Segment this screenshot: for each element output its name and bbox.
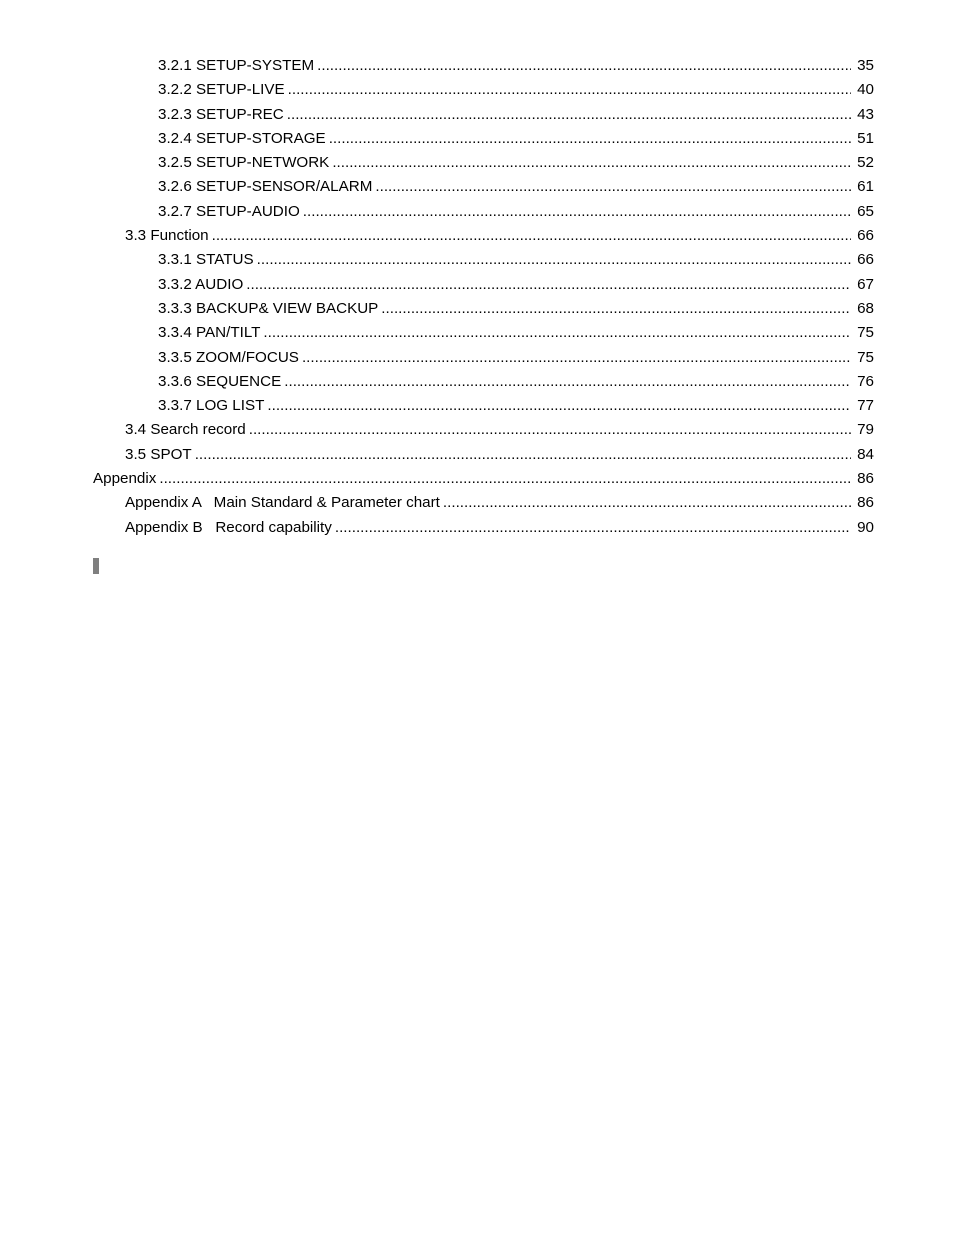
toc-entry-label: 3.2.6 SETUP-SENSOR/ALARM	[158, 178, 373, 196]
toc-dot-leader	[288, 78, 851, 102]
table-of-contents	[0, 54, 954, 540]
toc-entry-label: 3.2.3 SETUP-REC	[158, 105, 284, 123]
toc-page-number: 75	[857, 324, 874, 342]
toc-entry[interactable]	[0, 248, 954, 272]
toc-dot-leader	[332, 151, 851, 175]
toc-dot-leader	[212, 224, 851, 248]
text-cursor-mark	[93, 558, 99, 574]
toc-page-number: 52	[857, 154, 874, 172]
toc-entry[interactable]	[0, 394, 954, 418]
toc-dot-leader	[443, 491, 851, 515]
toc-dot-leader	[375, 175, 851, 199]
toc-entry[interactable]	[0, 224, 954, 248]
toc-dot-leader	[267, 394, 851, 418]
toc-entry[interactable]	[0, 443, 954, 467]
toc-entry-label: 3.2.5 SETUP-NETWORK	[158, 154, 330, 172]
toc-entry-label: 3.3.4 PAN/TILT	[158, 324, 261, 342]
toc-entry[interactable]	[0, 200, 954, 224]
toc-dot-leader	[329, 127, 851, 151]
toc-entry-label: 3.5 SPOT	[125, 445, 192, 463]
toc-entry[interactable]	[0, 467, 954, 491]
toc-dot-leader	[317, 54, 851, 78]
toc-page-number: 43	[857, 105, 874, 123]
toc-entry-label: Appendix A Main Standard & Parameter chart	[125, 494, 440, 512]
toc-entry-label: 3.2.1 SETUP-SYSTEM	[158, 57, 315, 74]
toc-entry-label: 3.3.6 SEQUENCE	[158, 372, 282, 390]
toc-entry-label: 3.2.4 SETUP-STORAGE	[158, 129, 326, 147]
toc-dot-leader	[335, 516, 851, 540]
toc-entry-label: Appendix	[93, 470, 157, 488]
toc-entry-label: 3.4 Search record	[125, 421, 246, 439]
toc-page-number: 51	[857, 129, 874, 147]
toc-page-number: 90	[857, 518, 874, 536]
toc-page-number: 66	[857, 227, 874, 245]
toc-entry[interactable]	[0, 103, 954, 127]
toc-entry[interactable]	[0, 151, 954, 175]
toc-entry[interactable]	[0, 346, 954, 370]
toc-page-number: 40	[857, 81, 874, 99]
toc-entry-label: 3.3.1 STATUS	[158, 251, 254, 269]
toc-entry-label: 3.3 Function	[125, 227, 209, 245]
toc-entry[interactable]	[0, 175, 954, 199]
toc-dot-leader	[249, 418, 851, 442]
toc-page-number: 84	[857, 445, 874, 463]
toc-page-number: 61	[857, 178, 874, 196]
toc-entry[interactable]	[0, 78, 954, 102]
toc-page-number: 79	[857, 421, 874, 439]
toc-dot-leader	[159, 467, 851, 491]
toc-entry-label: 3.2.2 SETUP-LIVE	[158, 81, 285, 99]
toc-page-number: 67	[857, 275, 874, 293]
toc-entry-label: 3.3.3 BACKUP& VIEW BACKUP	[158, 299, 379, 317]
toc-entry[interactable]	[0, 418, 954, 442]
toc-entry[interactable]	[0, 516, 954, 540]
toc-dot-leader	[284, 370, 851, 394]
toc-page-number: 68	[857, 299, 874, 317]
toc-dot-leader	[246, 273, 851, 297]
toc-entry[interactable]	[0, 273, 954, 297]
toc-page-number: 77	[857, 397, 874, 415]
toc-page-number: 65	[857, 202, 874, 220]
toc-entry[interactable]	[0, 54, 954, 78]
toc-page-number: 86	[857, 470, 874, 488]
toc-dot-leader	[257, 248, 851, 272]
toc-dot-leader	[381, 297, 851, 321]
toc-entry[interactable]	[0, 491, 954, 515]
toc-entry[interactable]	[0, 370, 954, 394]
toc-page-number: 86	[857, 494, 874, 512]
toc-entry[interactable]	[0, 127, 954, 151]
toc-dot-leader	[303, 200, 851, 224]
toc-entry-label: 3.3.7 LOG LIST	[158, 397, 265, 415]
toc-dot-leader	[287, 103, 851, 127]
toc-entry[interactable]	[0, 297, 954, 321]
toc-dot-leader	[302, 346, 851, 370]
toc-entry[interactable]	[0, 321, 954, 345]
toc-page-number: 66	[857, 251, 874, 269]
toc-entry-label: Appendix B Record capability	[125, 518, 332, 536]
toc-dot-leader	[263, 321, 851, 345]
toc-page-number: 76	[857, 372, 874, 390]
toc-entry-label: 3.3.2 AUDIO	[158, 275, 244, 293]
toc-dot-leader	[195, 443, 851, 467]
toc-entry-label: 3.2.7 SETUP-AUDIO	[158, 202, 300, 220]
toc-page-number: 35	[857, 57, 874, 74]
toc-entry-label: 3.3.5 ZOOM/FOCUS	[158, 348, 299, 366]
toc-page-number: 75	[857, 348, 874, 366]
